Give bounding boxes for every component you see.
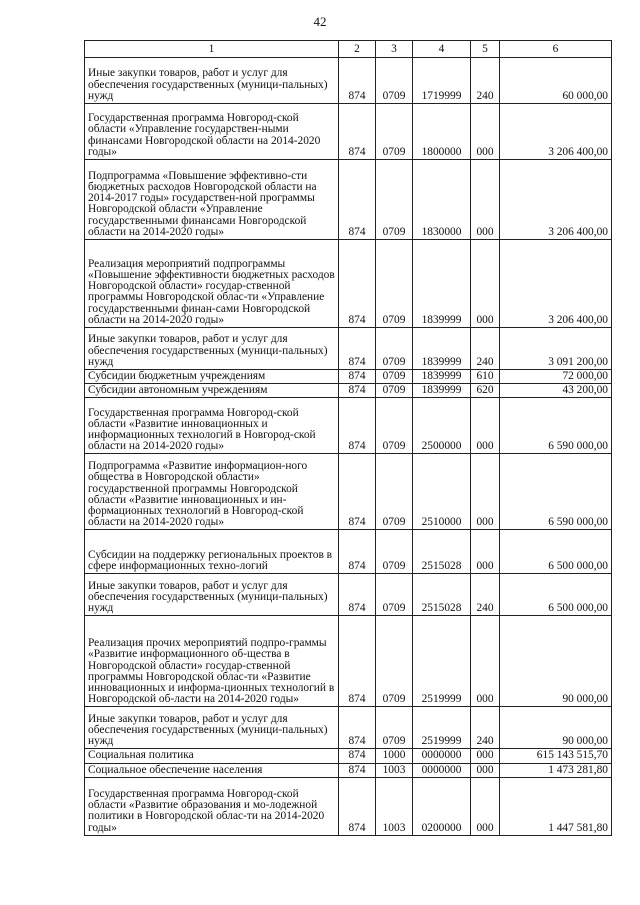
row-col-4: 1800000 [413, 104, 471, 160]
row-col-2: 874 [339, 104, 376, 160]
row-description: Социальная политика [85, 749, 339, 763]
row-col-5: 000 [471, 616, 500, 707]
row-description: Социальное обеспечение населения [85, 763, 339, 777]
row-col-3: 0709 [376, 58, 413, 104]
row-description: Иные закупки товаров, работ и услуг для обеспечения государственных (муници-пальных) нужд [85, 707, 339, 749]
table-row [85, 160, 612, 240]
table-row [85, 398, 612, 454]
row-col-3: 0709 [376, 328, 413, 370]
row-description: Подпрограмма «Развитие информацион-ного общества в Новгородской области» государственной программы Новгородской области «Развитие инновационных и ин-формационных технологий в Новгород-ской области на 2014-2020 годы» [85, 454, 339, 530]
row-col-3: 0709 [376, 370, 413, 384]
page-number: 42 [313, 14, 327, 29]
row-col-4: 1830000 [413, 160, 471, 240]
header-col-5: 5 [471, 41, 500, 58]
row-col-5: 000 [471, 160, 500, 240]
row-col-4: 2515028 [413, 530, 471, 574]
row-col-3: 0709 [376, 240, 413, 328]
table-row [85, 370, 612, 384]
row-col-6: 6 500 000,00 [500, 574, 612, 616]
row-col-3: 0709 [376, 707, 413, 749]
row-col-5: 000 [471, 104, 500, 160]
row-col-4: 1839999 [413, 384, 471, 398]
row-col-6: 90 000,00 [500, 707, 612, 749]
row-col-5: 000 [471, 749, 500, 763]
row-col-5: 000 [471, 454, 500, 530]
row-col-4: 1839999 [413, 240, 471, 328]
row-col-5: 240 [471, 707, 500, 749]
row-col-2: 874 [339, 749, 376, 763]
table-row [85, 328, 612, 370]
table-row [85, 763, 612, 777]
row-description: Иные закупки товаров, работ и услуг для обеспечения государственных (муници-пальных) нужд [85, 328, 339, 370]
row-description: Иные закупки товаров, работ и услуг для обеспечения государственных (муници-пальных) нужд [85, 58, 339, 104]
row-description: Реализация мероприятий подпрограммы «Повышение эффективности бюджетных расходов Новгородской области» государ-ственной программы Новгородской облас-ти «Управление государственными финан-сами Новгородской области на 2014-2020 годы» [85, 240, 339, 328]
table-row [85, 707, 612, 749]
row-col-6: 1 473 281,80 [500, 763, 612, 777]
row-col-6: 6 590 000,00 [500, 454, 612, 530]
row-col-2: 874 [339, 574, 376, 616]
table-row [85, 616, 612, 707]
header-col-3: 3 [376, 41, 413, 58]
row-col-4: 0200000 [413, 777, 471, 835]
row-col-5: 610 [471, 370, 500, 384]
row-col-2: 874 [339, 240, 376, 328]
row-description: Государственная программа Новгород-ской области «Управление государствен-ными финансами Новгородской области на 2014-2020 годы» [85, 104, 339, 160]
row-description: Государственная программа Новгород-ской области «Развитие инновационных и информационных технологий в Новгород-ской области на 2014-2020 годы» [85, 398, 339, 454]
row-col-5: 240 [471, 328, 500, 370]
table-row [85, 104, 612, 160]
row-col-6: 90 000,00 [500, 616, 612, 707]
row-col-4: 0000000 [413, 749, 471, 763]
table-row [85, 574, 612, 616]
row-col-4: 1719999 [413, 58, 471, 104]
row-col-3: 0709 [376, 160, 413, 240]
row-col-6: 3 206 400,00 [500, 104, 612, 160]
row-col-6: 3 206 400,00 [500, 160, 612, 240]
row-col-2: 874 [339, 707, 376, 749]
table-row [85, 749, 612, 763]
row-col-6: 3 091 200,00 [500, 328, 612, 370]
row-description: Реализация прочих мероприятий подпро-граммы «Развитие информационного об-щества в Новгородской области» государ-ственной программы Новгородской облас-ти «Развитие инновационных и информа-ционных технологий в Новгородской об-ласти на 2014-2020 годы» [85, 616, 339, 707]
row-col-3: 0709 [376, 530, 413, 574]
row-col-6: 6 590 000,00 [500, 398, 612, 454]
row-col-3: 0709 [376, 104, 413, 160]
row-col-4: 2500000 [413, 398, 471, 454]
row-col-4: 1839999 [413, 370, 471, 384]
row-col-3: 1003 [376, 777, 413, 835]
row-col-5: 000 [471, 398, 500, 454]
row-description: Подпрограмма «Повышение эффективно-сти бюджетных расходов Новгородской области на 2014-2017 годы» государствен-ной программы Новгородской области «Управление государственными финансами Новгородской области на 2014-2020 годы» [85, 160, 339, 240]
table-row [85, 240, 612, 328]
row-col-4: 2510000 [413, 454, 471, 530]
table-row [85, 530, 612, 574]
row-col-5: 000 [471, 240, 500, 328]
header-col-1: 1 [85, 41, 339, 58]
row-col-6: 60 000,00 [500, 58, 612, 104]
table-row [85, 384, 612, 398]
budget-table [84, 40, 612, 836]
row-col-3: 0709 [376, 574, 413, 616]
row-col-6: 1 447 581,80 [500, 777, 612, 835]
row-col-6: 72 000,00 [500, 370, 612, 384]
row-col-2: 874 [339, 370, 376, 384]
row-col-5: 240 [471, 58, 500, 104]
row-col-2: 874 [339, 384, 376, 398]
row-col-4: 2515028 [413, 574, 471, 616]
header-col-6: 6 [500, 41, 612, 58]
row-col-3: 1000 [376, 749, 413, 763]
row-col-2: 874 [339, 777, 376, 835]
row-description: Государственная программа Новгород-ской области «Развитие образования и мо-лодежной политики в Новгородской облас-ти на 2014-2020 годы» [85, 777, 339, 835]
row-description: Субсидии бюджетным учреждениям [85, 370, 339, 384]
row-description: Иные закупки товаров, работ и услуг для обеспечения государственных (муници-пальных) нужд [85, 574, 339, 616]
row-col-5: 000 [471, 763, 500, 777]
row-col-6: 43 200,00 [500, 384, 612, 398]
row-col-5: 620 [471, 384, 500, 398]
row-col-3: 0709 [376, 616, 413, 707]
row-col-4: 2519999 [413, 707, 471, 749]
table-header-row [85, 41, 612, 58]
row-col-4: 2519999 [413, 616, 471, 707]
row-col-6: 3 206 400,00 [500, 240, 612, 328]
header-col-4: 4 [413, 41, 471, 58]
row-col-2: 874 [339, 398, 376, 454]
header-col-2: 2 [339, 41, 376, 58]
row-description: Субсидии автономным учреждениям [85, 384, 339, 398]
row-col-4: 1839999 [413, 328, 471, 370]
row-col-2: 874 [339, 530, 376, 574]
row-col-3: 1003 [376, 763, 413, 777]
row-col-2: 874 [339, 160, 376, 240]
row-col-3: 0709 [376, 384, 413, 398]
row-col-6: 6 500 000,00 [500, 530, 612, 574]
row-col-2: 874 [339, 616, 376, 707]
table-row [85, 777, 612, 835]
row-col-3: 0709 [376, 454, 413, 530]
row-col-2: 874 [339, 454, 376, 530]
row-col-5: 000 [471, 777, 500, 835]
row-col-2: 874 [339, 58, 376, 104]
table-row [85, 58, 612, 104]
row-col-2: 874 [339, 328, 376, 370]
row-description: Субсидии на поддержку региональных проектов в сфере информационных техно-логий [85, 530, 339, 574]
table-row [85, 454, 612, 530]
row-col-4: 0000000 [413, 763, 471, 777]
row-col-5: 240 [471, 574, 500, 616]
row-col-6: 615 143 515,70 [500, 749, 612, 763]
row-col-5: 000 [471, 530, 500, 574]
row-col-2: 874 [339, 763, 376, 777]
row-col-3: 0709 [376, 398, 413, 454]
